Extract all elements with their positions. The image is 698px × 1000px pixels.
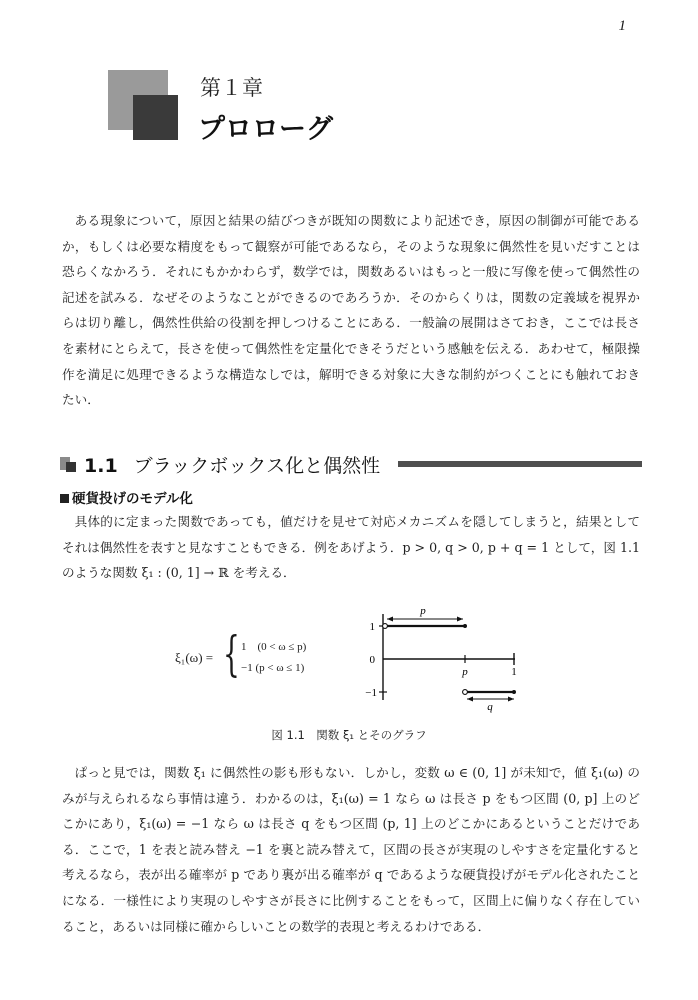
x-tick-p: p (462, 666, 468, 678)
subsection-heading (60, 487, 193, 507)
formula-lhs: ξ₁(ω) = (175, 650, 214, 665)
body-paragraph-2 (62, 760, 640, 939)
section-number: 1.1 (84, 455, 118, 477)
q-arrow-right-head (508, 697, 514, 702)
section-title: ブラックボックス化と偶然性 (133, 455, 381, 477)
q-arrow-left-head (467, 697, 473, 702)
step-function-graph (355, 600, 545, 715)
y-tick-0: 0 (369, 654, 375, 666)
open-point-p (463, 690, 468, 695)
chapter-title: プロローグ (198, 114, 333, 145)
closed-point-p (463, 624, 467, 628)
chapter-label: 第１章 (200, 76, 263, 100)
section-marker-dark (66, 462, 76, 472)
formula-brace: { (223, 626, 240, 682)
formula-case-2: −1 (p < ω ≤ 1) (241, 662, 305, 674)
piecewise-formula (175, 626, 355, 684)
label-q-bottom: q (487, 701, 493, 713)
figure-caption: 図 1.1 関数 ξ₁ とそのグラフ (271, 728, 427, 742)
body-text-1: 具体的に定まった関数であっても，値だけを見せて対応メカニズムを隠してしまうと，結果としてそれは偶然性を表すと見なすこともできる．例をあげよう．p > 0, q > 0, p + q = 1 として，図 1.1 のような関数 ξ₁ : (0, 1] → ℝ を考える． (62, 514, 640, 581)
open-point-start (383, 624, 388, 629)
y-tick-neg1: −1 (365, 687, 377, 699)
label-p-top: p (420, 605, 426, 617)
body-text-2: ぱっと見では，関数 ξ₁ に偶然性の影も形もない．しかし，変数 ω ∈ (0, 1] が未知で，値 ξ₁(ω) のみが与えられるなら事情は違う．わかるのは，ξ₁(ω) = 1 なら ω は長さ p をもつ区間 (0, p] 上のどこかにあり，ξ₁(ω) = −1 なら ω は長さ q をもつ区間 (p, 1] 上のどこかにあるということだけである．ここで，1 を表と読み替え −1 を裏と読み替えて，区間の長さが実現のしやすさを定量化すると考えるなら，表が出る確率が p であり裏が出る確率が q であるような硬貨投げがモデル化されたことになる．一様性により実現のしやすさが長さに比例することをもって，区間上に偏りなく存在していること，あるいは同様に確からしいことの数学的表現と考えるわけである． (62, 765, 640, 934)
section-heading (84, 451, 380, 478)
intro-paragraph (62, 208, 640, 413)
page-number: 1 (618, 18, 626, 34)
subsection-title: 硬貨投げのモデル化 (72, 491, 193, 507)
closed-point-1 (512, 690, 516, 694)
chapter-decoration-dark (133, 95, 178, 140)
section-rule (398, 461, 642, 467)
y-tick-1: 1 (369, 621, 375, 633)
body-paragraph-1 (62, 509, 640, 586)
formula-case-1: 1 (0 < ω ≤ p) (241, 641, 307, 653)
x-tick-1: 1 (511, 666, 517, 678)
subsection-bullet-icon (60, 494, 69, 503)
p-arrow-right-head (457, 617, 463, 622)
p-arrow-left-head (387, 617, 393, 622)
intro-text: ある現象について，原因と結果の結びつきが既知の関数により記述でき，原因の制御が可能であるか，もしくは必要な精度をもって観察が可能であるなら，そのような現象に偶然性を見いだすことは恐らくなかろう．それにもかかわらず，数学では，関数あるいはもっと一般に写像を使って偶然性の記述を試みる．なぜそのようなことができるのであろうか．そのからくりは，関数の定義域を視界からは切り離し，偶然性供給の役割を押しつけることにある．一般論の展開はさておき，ここでは長さを素材にとらえて，長さを使って偶然性を定量化できそうだという感触を伝える．あわせて，極限操作を満足に処理できるような構造なしでは，解明できる対象に大きな制約がつくことにも触れておきたい． (62, 213, 640, 408)
